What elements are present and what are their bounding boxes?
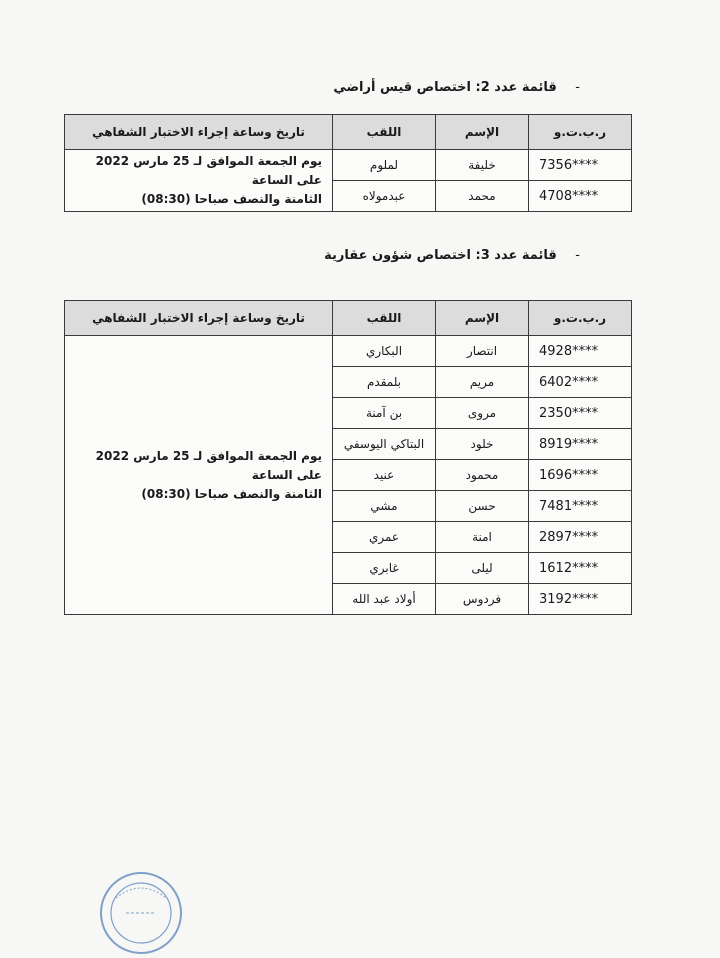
cell-code: 4928**** <box>529 336 632 367</box>
official-stamp-icon <box>96 868 186 958</box>
cell-last-name: عبدمولاه <box>333 181 436 212</box>
cell-first-name: فردوس <box>436 584 529 615</box>
cell-first-name: مريم <box>436 367 529 398</box>
cell-first-name: حسن <box>436 491 529 522</box>
table-row <box>65 336 632 367</box>
section1-dash: - <box>575 80 580 95</box>
cell-first-name: انتصار <box>436 336 529 367</box>
cell-code: 2350**** <box>529 398 632 429</box>
cell-code: 7481**** <box>529 491 632 522</box>
cell-code: 4708**** <box>529 181 632 212</box>
cell-last-name: بن آمنة <box>333 398 436 429</box>
cell-code: 7356**** <box>529 150 632 181</box>
cell-code: 3192**** <box>529 584 632 615</box>
table-row <box>65 150 632 181</box>
table-real-estate <box>64 300 632 615</box>
section2-dash: - <box>575 248 580 263</box>
cell-last-name: أولاد عبد الله <box>333 584 436 615</box>
schedule-line1: يوم الجمعة الموافق لـ 25 مارس 2022 على الساعة <box>95 154 322 187</box>
cell-first-name: امنة <box>436 522 529 553</box>
cell-last-name: عنيد <box>333 460 436 491</box>
header-schedule: تاريخ وساعة إجراء الاختبار الشفاهي <box>65 115 333 150</box>
cell-first-name: محمود <box>436 460 529 491</box>
cell-last-name: مشي <box>333 491 436 522</box>
schedule-line2: الثامنة والنصف صباحا (08:30) <box>141 486 322 501</box>
cell-first-name: خلود <box>436 429 529 460</box>
cell-schedule <box>65 150 333 212</box>
table1-header-row <box>65 115 632 150</box>
cell-code: 1696**** <box>529 460 632 491</box>
cell-first-name: ليلى <box>436 553 529 584</box>
header-code: ر.ب.ت.و <box>529 301 632 336</box>
header-first-name: الإسم <box>436 115 529 150</box>
cell-code: 8919**** <box>529 429 632 460</box>
cell-schedule <box>65 336 333 615</box>
header-code: ر.ب.ت.و <box>529 115 632 150</box>
cell-code: 6402**** <box>529 367 632 398</box>
cell-last-name: غابري <box>333 553 436 584</box>
cell-last-name: لملوم <box>333 150 436 181</box>
cell-last-name: البكاري <box>333 336 436 367</box>
section1-title <box>333 80 580 95</box>
section2-title-text: قائمة عدد 3: اختصاص شؤون عقارية <box>324 248 557 263</box>
header-last-name: اللقب <box>333 115 436 150</box>
schedule-line2: الثامنة والنصف صباحا (08:30) <box>141 192 322 206</box>
header-first-name: الإسم <box>436 301 529 336</box>
section2-title <box>324 248 580 263</box>
cell-code: 1612**** <box>529 553 632 584</box>
cell-last-name: عمري <box>333 522 436 553</box>
cell-code: 2897**** <box>529 522 632 553</box>
cell-last-name: بلمقدم <box>333 367 436 398</box>
cell-first-name: خليفة <box>436 150 529 181</box>
header-schedule: تاريخ وساعة إجراء الاختبار الشفاهي <box>65 301 333 336</box>
header-last-name: اللقب <box>333 301 436 336</box>
table2-header-row <box>65 301 632 336</box>
section1-title-text: قائمة عدد 2: اختصاص قيس أراضي <box>333 80 557 95</box>
cell-first-name: مروى <box>436 398 529 429</box>
schedule-line1: يوم الجمعة الموافق لـ 25 مارس 2022 على الساعة <box>95 448 322 482</box>
table-surveying <box>64 114 632 212</box>
cell-first-name: محمد <box>436 181 529 212</box>
cell-last-name: البتاكي اليوسفي <box>333 429 436 460</box>
